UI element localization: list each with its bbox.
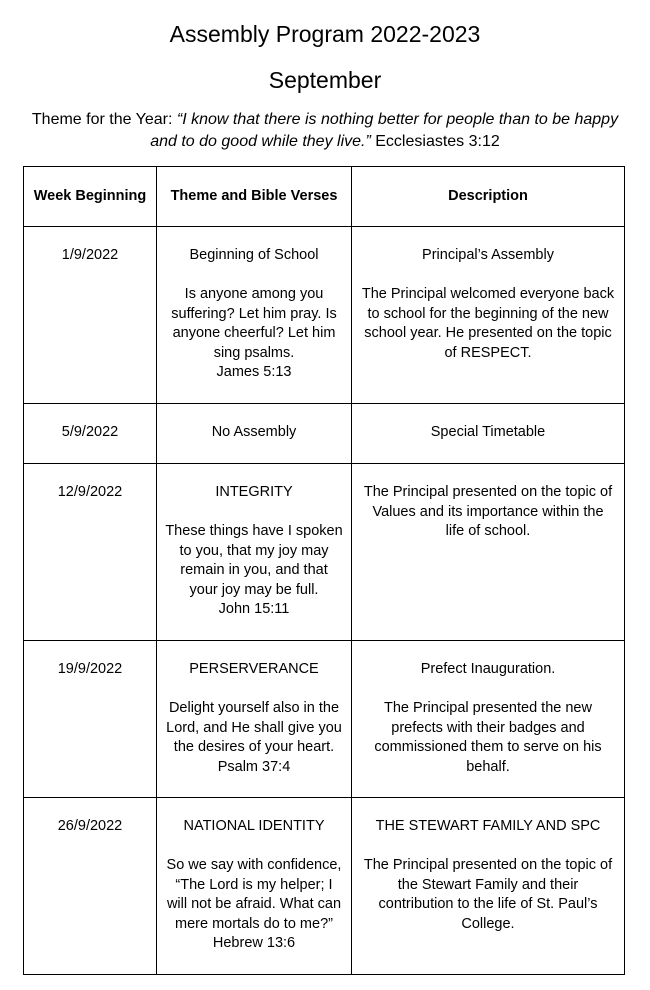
table-header-row bbox=[24, 167, 625, 227]
description-text bbox=[360, 285, 616, 363]
document-title: Assembly Program 2022-2023 bbox=[169, 21, 481, 47]
description-line: contribution to the life of St. Paul’s bbox=[378, 896, 598, 912]
theme-title: NATIONAL IDENTITY bbox=[183, 818, 325, 834]
week-cell: 19/9/2022 bbox=[24, 641, 157, 798]
theme-title: No Assembly bbox=[211, 424, 297, 440]
theme-cell bbox=[157, 798, 352, 975]
column-header-theme: Theme and Bible Verses bbox=[157, 167, 352, 227]
theme-prefix: Theme for the Year: bbox=[31, 111, 177, 128]
theme-quote: “I know that there is nothing better for people than to be happy and to do good while they live.” bbox=[150, 111, 619, 150]
verse-line: “The Lord is my helper; I bbox=[175, 876, 333, 893]
theme-title: INTEGRITY bbox=[215, 484, 293, 500]
description-title: THE STEWART FAMILY AND SPC bbox=[375, 818, 601, 834]
description-title: Prefect Inauguration. bbox=[420, 661, 556, 677]
year-theme bbox=[20, 109, 630, 153]
description-line: school year. He presented on the topic bbox=[364, 325, 612, 341]
description-cell bbox=[352, 464, 625, 641]
description-line: of RESPECT. bbox=[444, 344, 532, 361]
week-cell: 26/9/2022 bbox=[24, 798, 157, 975]
bible-verse bbox=[165, 856, 343, 954]
description-cell bbox=[352, 227, 625, 404]
description-line: prefects with their badges and bbox=[391, 719, 585, 736]
verse-line: the desires of your heart. bbox=[173, 739, 335, 755]
description-line: Values and its importance within the bbox=[372, 503, 604, 520]
theme-reference: Ecclesiastes 3:12 bbox=[370, 133, 500, 150]
verse-line: mere mortals do to me?” bbox=[175, 915, 333, 932]
verse-line: to you, that my joy may bbox=[179, 542, 329, 559]
description-title: Principal’s Assembly bbox=[422, 247, 554, 263]
table-row bbox=[24, 404, 625, 464]
theme-title: PERSERVERANCE bbox=[189, 661, 319, 677]
week-cell: 12/9/2022 bbox=[24, 464, 157, 641]
verse-line: anyone cheerful? Let him bbox=[172, 325, 336, 341]
verse-line: Lord, and He shall give you bbox=[166, 719, 342, 736]
table-row bbox=[24, 464, 625, 641]
bible-verse bbox=[165, 699, 343, 777]
description-cell bbox=[352, 404, 625, 464]
theme-title: Beginning of School bbox=[189, 247, 319, 263]
verse-line: your joy may be full. bbox=[189, 581, 319, 598]
assembly-table bbox=[23, 166, 625, 975]
verse-reference: Hebrew 13:6 bbox=[212, 935, 296, 951]
table-row bbox=[24, 641, 625, 798]
verse-line: sing psalms. bbox=[213, 344, 295, 361]
verse-reference: James 5:13 bbox=[216, 364, 292, 380]
bible-verse bbox=[165, 285, 343, 383]
verse-line: will not be afraid. What can bbox=[166, 896, 342, 912]
description-line: the Stewart Family and their bbox=[397, 876, 579, 893]
description-line: The Principal presented on the topic of bbox=[363, 484, 613, 500]
verse-line: suffering? Let him pray. Is bbox=[171, 305, 337, 322]
description-line: commissioned them to serve on his bbox=[374, 739, 602, 755]
description-line: The Principal presented on the topic of bbox=[363, 857, 613, 873]
description-cell bbox=[352, 641, 625, 798]
bible-verse bbox=[165, 522, 343, 620]
table-row bbox=[24, 798, 625, 975]
theme-cell bbox=[157, 641, 352, 798]
column-header-description: Description bbox=[352, 167, 625, 227]
theme-cell bbox=[157, 404, 352, 464]
week-cell: 1/9/2022 bbox=[24, 227, 157, 404]
verse-line: Delight yourself also in the bbox=[168, 700, 340, 716]
verse-line: These things have I spoken bbox=[165, 523, 343, 539]
verse-reference: Psalm 37:4 bbox=[217, 758, 291, 775]
verse-reference: John 15:11 bbox=[218, 601, 290, 617]
week-cell: 5/9/2022 bbox=[24, 404, 157, 464]
verse-line: Is anyone among you bbox=[184, 286, 324, 302]
description-text bbox=[360, 856, 616, 934]
verse-line: So we say with confidence, bbox=[166, 857, 342, 873]
description-cell bbox=[352, 798, 625, 975]
description-title: Special Timetable bbox=[430, 424, 546, 440]
description-line: life of school. bbox=[445, 523, 531, 539]
column-header-week: Week Beginning bbox=[24, 167, 157, 227]
table-row bbox=[24, 227, 625, 404]
description-line: College. bbox=[461, 915, 515, 932]
description-text bbox=[360, 483, 616, 542]
description-text bbox=[360, 699, 616, 777]
description-line: behalf. bbox=[466, 758, 510, 775]
theme-cell bbox=[157, 227, 352, 404]
theme-cell bbox=[157, 464, 352, 641]
month-heading: September bbox=[268, 67, 382, 93]
description-line: to school for the beginning of the new bbox=[367, 305, 609, 322]
description-line: The Principal welcomed everyone back bbox=[361, 286, 615, 302]
description-line: The Principal presented the new bbox=[384, 700, 592, 716]
verse-line: remain in you, and that bbox=[180, 562, 328, 578]
